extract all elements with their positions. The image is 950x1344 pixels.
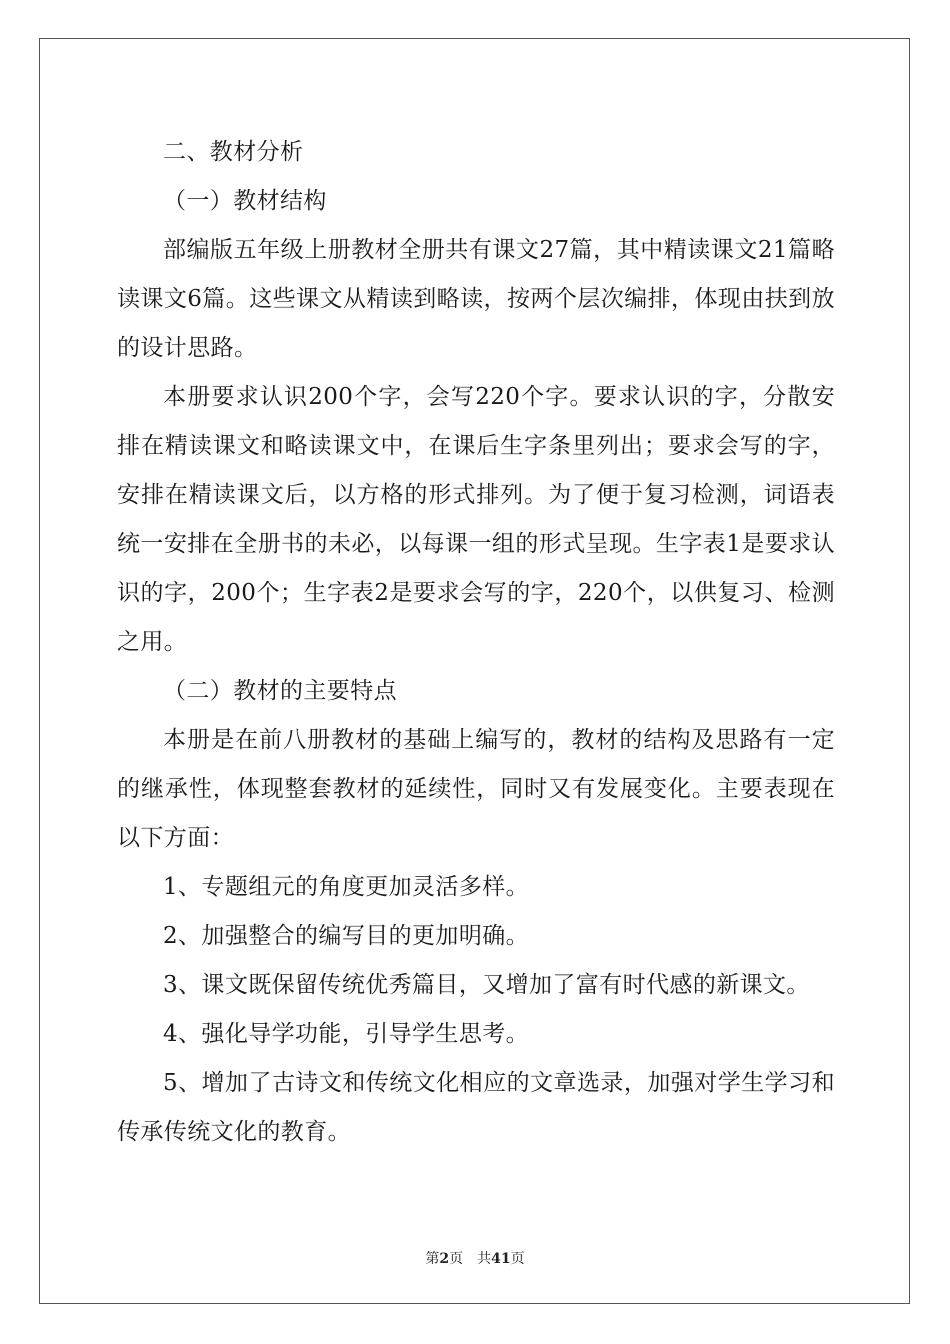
page-suffix: 页: [449, 1251, 464, 1267]
list-item: 3、课文既保留传统优秀篇目，又增加了富有时代感的新课文。: [163, 972, 810, 998]
list-item: 1、专题组元的角度更加灵活多样。: [163, 874, 530, 900]
subsection-heading: （一）教材结构: [163, 188, 327, 214]
page-prefix: 第: [425, 1251, 440, 1267]
body-paragraph: 本册要求认识200个字，会写220个字。要求认识的字，分散安排在精读课文和略读课文中，在课后生字条里列出；要求会写的字，安排在精读课文后，以方格的形式排列。为了便于复习检测，词语表统一安排在全册书的未必，以每课一组的形式呈现。生字表1是要求认识的字，200个；生字表2是要求会写的字，220个，以供复习、检测之用。: [117, 384, 835, 655]
total-pages: 41: [491, 1251, 511, 1267]
document-body: [117, 128, 835, 1157]
subsection-heading: （二）教材的主要特点: [163, 678, 397, 704]
body-paragraph: 部编版五年级上册教材全册共有课文27篇，其中精读课文21篇略读课文6篇。这些课文从精读到略读，按两个层次编排，体现由扶到放的设计思路。: [117, 237, 835, 361]
list-item: 2、加强整合的编写目的更加明确。: [163, 923, 530, 949]
list-item: 5、增加了古诗文和传统文化相应的文章选录，加强对学生学习和传承传统文化的教育。: [117, 1070, 835, 1145]
section-heading: 二、教材分析: [163, 139, 304, 165]
total-prefix: 共: [477, 1251, 492, 1267]
body-paragraph: 本册是在前八册教材的基础上编写的，教材的结构及思路有一定的继承性，体现整套教材的延续性，同时又有发展变化。主要表现在以下方面：: [117, 727, 835, 851]
page-footer: [0, 1248, 950, 1268]
total-suffix: 页: [510, 1251, 525, 1267]
page-number: 2: [439, 1251, 450, 1267]
list-item: 4、强化导学功能，引导学生思考。: [163, 1021, 530, 1047]
